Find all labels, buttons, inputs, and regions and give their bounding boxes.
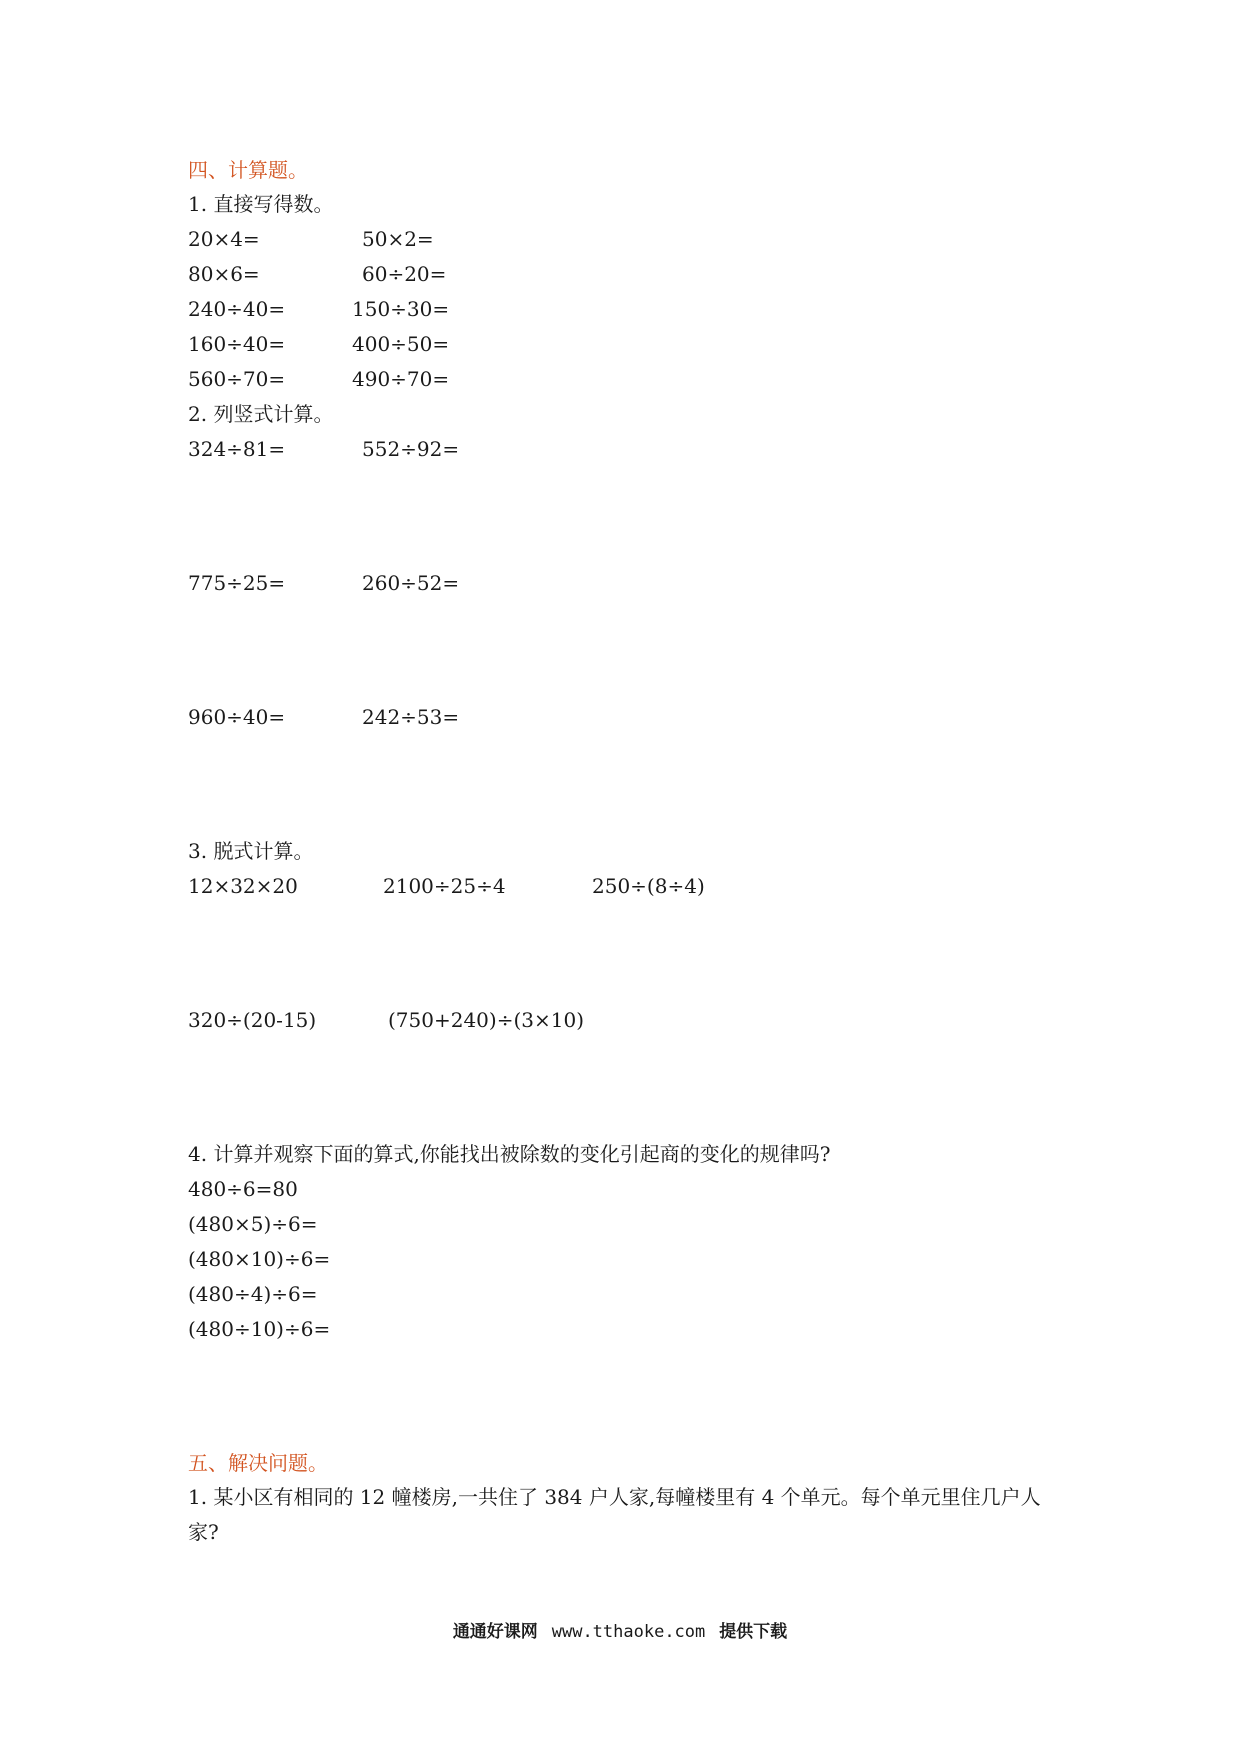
page-footer bbox=[0, 1620, 1240, 1644]
vertical-calc-item: 960÷40= bbox=[188, 705, 286, 729]
footer-url: www.tthaoke.com bbox=[551, 1622, 706, 1642]
vertical-calc-item: 260÷52= bbox=[362, 571, 460, 595]
oral-calc-item: 150÷30= bbox=[352, 297, 450, 321]
word-problem-1: 1. 某小区有相同的 12 幢楼房,一共住了 384 户人家,每幢楼里有 4 个单元。每个单元里住几户人家? bbox=[188, 1485, 1041, 1544]
oral-calc-item: 80×6= bbox=[188, 262, 260, 286]
vertical-calc-item: 775÷25= bbox=[188, 571, 286, 595]
oral-calc-item: 400÷50= bbox=[352, 332, 450, 356]
stepwise-calc-item: 250÷(8÷4) bbox=[592, 874, 705, 898]
oral-calc-item: 60÷20= bbox=[362, 262, 447, 286]
stepwise-calc-item: 12×32×20 bbox=[188, 874, 298, 898]
stepwise-calc-item: (750+240)÷(3×10) bbox=[388, 1008, 585, 1032]
oral-calc-item: 560÷70= bbox=[188, 367, 286, 391]
vertical-calc-item: 552÷92= bbox=[362, 437, 460, 461]
pattern-calc-item: 480÷6=80 bbox=[188, 1177, 298, 1201]
pattern-calc-item: (480÷4)÷6= bbox=[188, 1282, 318, 1306]
oral-calc-item: 160÷40= bbox=[188, 332, 286, 356]
pattern-calc-item: (480×5)÷6= bbox=[188, 1212, 318, 1236]
section-heading-problem-solving: 五、解决问题。 bbox=[188, 1451, 328, 1475]
oral-calc-item: 490÷70= bbox=[352, 367, 450, 391]
pattern-calc-item: (480÷10)÷6= bbox=[188, 1317, 331, 1341]
question-4-title: 4. 计算并观察下面的算式,你能找出被除数的变化引起商的变化的规律吗? bbox=[188, 1142, 831, 1166]
question-3-title: 3. 脱式计算。 bbox=[188, 839, 314, 863]
question-2-title: 2. 列竖式计算。 bbox=[188, 402, 334, 426]
section-heading-calculation: 四、计算题。 bbox=[188, 158, 308, 182]
pattern-calc-item: (480×10)÷6= bbox=[188, 1247, 331, 1271]
footer-brand: 通通好课网 bbox=[452, 1622, 538, 1642]
question-1-title: 1. 直接写得数。 bbox=[188, 192, 334, 216]
oral-calc-item: 50×2= bbox=[362, 227, 434, 251]
stepwise-calc-item: 320÷(20-15) bbox=[188, 1008, 317, 1032]
oral-calc-item: 20×4= bbox=[188, 227, 260, 251]
oral-calc-item: 240÷40= bbox=[188, 297, 286, 321]
vertical-calc-item: 324÷81= bbox=[188, 437, 286, 461]
stepwise-calc-item: 2100÷25÷4 bbox=[383, 874, 506, 898]
vertical-calc-item: 242÷53= bbox=[362, 705, 460, 729]
footer-suffix: 提供下载 bbox=[719, 1622, 788, 1642]
